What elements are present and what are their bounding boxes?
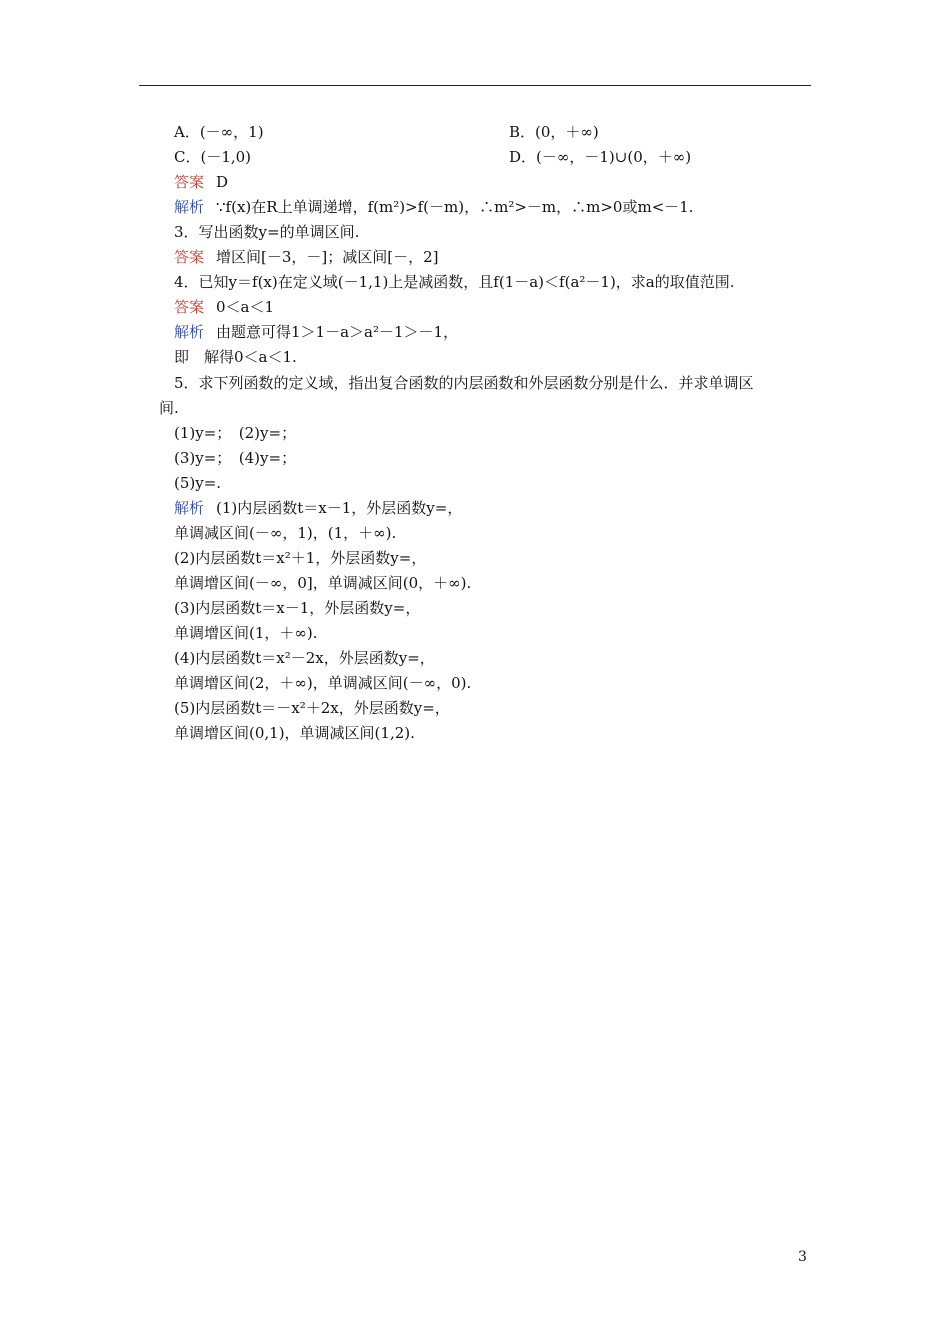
analysis-label: 解析 <box>174 323 205 341</box>
q5-analysis-2b: 单调增区间(－∞，0]，单调减区间(0，＋∞). <box>174 574 472 592</box>
q5-question-line2: 间. <box>159 399 179 417</box>
q5-analysis-3: (3)内层函数t＝x－1，外层函数y=， <box>174 599 421 617</box>
q5-items-1: (1)y=； (2)y=； <box>174 424 297 442</box>
analysis-label: 解析 <box>174 198 205 216</box>
q3-answer <box>174 247 439 267</box>
q2-analysis <box>174 197 694 217</box>
analysis-label: 解析 <box>174 499 205 517</box>
q5-analysis-4b: 单调增区间(2，＋∞)，单调减区间(－∞，0). <box>174 674 472 692</box>
answer-value: D <box>216 173 229 191</box>
q5-analysis-1b: 单调减区间(－∞，1)，(1，＋∞). <box>174 524 397 542</box>
q4-question: 4．已知y＝f(x)在定义域(－1,1)上是减函数，且f(1－a)＜f(a²－1)，求a的取值范围. <box>174 273 735 291</box>
q5-items-2: (3)y=； (4)y=； <box>174 449 297 467</box>
q5-analysis-3b: 单调增区间(1，＋∞). <box>174 624 318 642</box>
answer-label: 答案 <box>174 298 205 316</box>
q2-answer <box>174 172 228 192</box>
q3-question: 3．写出函数y=的单调区间. <box>174 223 360 241</box>
q4-solution: 即 解得0＜a＜1. <box>174 348 297 366</box>
analysis-text: 由题意可得1＞1－a＞a²－1＞－1， <box>216 323 459 341</box>
answer-text: 0＜a＜1 <box>216 298 275 316</box>
q5-question-line1: 5．求下列函数的定义域，指出复合函数的内层函数和外层函数分别是什么．并求单调区 <box>174 374 754 392</box>
choice-a: A．(－∞，1) <box>174 123 264 141</box>
choice-c: C．(－1,0) <box>174 148 252 166</box>
header-rule <box>139 85 811 86</box>
q5-analysis-2: (2)内层函数t＝x²＋1，外层函数y=， <box>174 549 427 567</box>
q5-analysis-4: (4)内层函数t＝x²－2x，外层函数y=， <box>174 649 435 667</box>
choice-d: D．(－∞，－1)∪(0，＋∞) <box>509 148 692 166</box>
q5-analysis-1 <box>174 498 462 518</box>
q5-items-3: (5)y=. <box>174 474 222 492</box>
page-number: 3 <box>798 1249 807 1265</box>
answer-label: 答案 <box>174 173 205 191</box>
answer-label: 答案 <box>174 248 205 266</box>
analysis-text: (1)内层函数t＝x－1，外层函数y=， <box>216 499 463 517</box>
q4-analysis <box>174 322 458 342</box>
choice-b: B．(0，＋∞) <box>509 123 599 141</box>
q4-answer <box>174 297 274 317</box>
analysis-text: ∵f(x)在R上单调递增，f(m²)>f(－m)，∴m²>－m，∴m>0或m<－1. <box>216 198 694 216</box>
q5-analysis-5b: 单调增区间(0,1)，单调减区间(1,2). <box>174 724 415 742</box>
answer-text: 增区间[－3，－]；减区间[－，2] <box>216 248 439 266</box>
q5-analysis-5: (5)内层函数t＝－x²＋2x，外层函数y=， <box>174 699 450 717</box>
